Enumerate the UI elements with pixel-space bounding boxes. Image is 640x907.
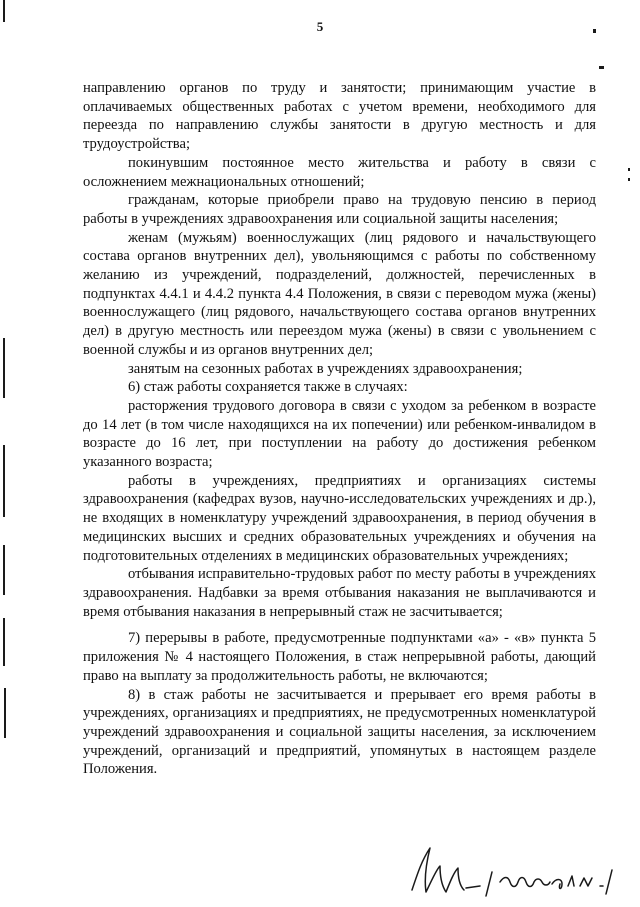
paragraph: занятым на сезонных работах в учреждениях здравоохранения; xyxy=(128,360,523,377)
scan-mark xyxy=(3,618,5,666)
paragraph: работы в учреждениях, предприятиях и организациях системы здравоохранения (кафедрах вузов, научно-исследовательских учреждениях и др.), не входящих в номенклатуру учреждений здравоохранения, в период обучения в медицинских высших и средних образовательных учреждениях и обучения на подготовительных отделениях в медицинских образовательных учреждениях; xyxy=(83,472,596,564)
scan-mark xyxy=(3,338,5,398)
scan-mark xyxy=(593,29,596,33)
scan-mark xyxy=(628,168,630,171)
page-number: 5 xyxy=(316,19,324,34)
paragraph: покинувшим постоянное место жительства и работу в связи с осложнением межнациональных отношений; xyxy=(83,154,596,190)
scan-mark xyxy=(3,0,5,22)
scan-mark xyxy=(599,66,604,69)
paragraph: 8) в стаж работы не засчитывается и прерывает его время работы в учреждениях, организациях и предприятиях, не предусмотренных номенклатурой учреждений здравоохранения и социальной защиты населения, за исключением учреждений, организаций и предприятий, упомянутых в настоящем разделе Положения. xyxy=(83,686,596,778)
paragraph: женам (мужьям) военнослужащих (лиц рядового и начальствующего состава органов внутренних дел), увольняющимся с работы по собственному желанию из учреждений, подразделений, должностей, перечисленных в подпунктах 4.4.1 и 4.4.2 пункта 4.4 Положения, в связи с переводом мужа (жены) военнослужащего (лиц рядового, начальствующего состава органов внутренних дел) в другую местность или переездом мужа (жены) в связи с увольнением с военной службы и из органов внутренних дел; xyxy=(83,229,596,358)
paragraph: отбывания исправительно-трудовых работ по месту работы в учреждениях здравоохранения. Надбавки за время отбывания наказания не выплачиваются и время отбывания наказания в непрерывный стаж не засчитывается; xyxy=(83,566,596,620)
paragraph: 6) стаж работы сохраняется также в случаях: xyxy=(128,379,408,396)
paragraph: гражданам, которые приобрели право на трудовую пенсию в период работы в учреждениях здравоохранения или социальной защиты населения; xyxy=(83,192,596,227)
paragraph: направлению органов по труду и занятости; принимающим участие в оплачиваемых общественных работах с учетом времени, необходимого для переезда по направлению службы занятости в другую местность и для трудоустройства; xyxy=(83,80,596,153)
scan-mark xyxy=(4,688,6,738)
scan-mark xyxy=(628,178,630,181)
document-body xyxy=(83,79,596,779)
signature-drawing xyxy=(400,842,630,902)
paragraph: расторжения трудового договора в связи с уходом за ребенком в возрасте до 14 лет (в том числе находящихся на их попечении) или ребенком-инвалидом в возрасте до 16 лет, при поступлении на работу до достижения ребенком указанного возраста; xyxy=(83,397,596,471)
handwritten-signature xyxy=(400,842,630,902)
scan-mark xyxy=(3,445,5,517)
scan-mark xyxy=(3,545,5,595)
paragraph: 7) перерывы в работе, предусмотренные подпунктами «а» - «в» пункта 5 приложения № 4 настоящего Положения, в стаж непрерывной работы, дающий право на выплату за продолжительность работы, не включаются; xyxy=(83,630,596,684)
